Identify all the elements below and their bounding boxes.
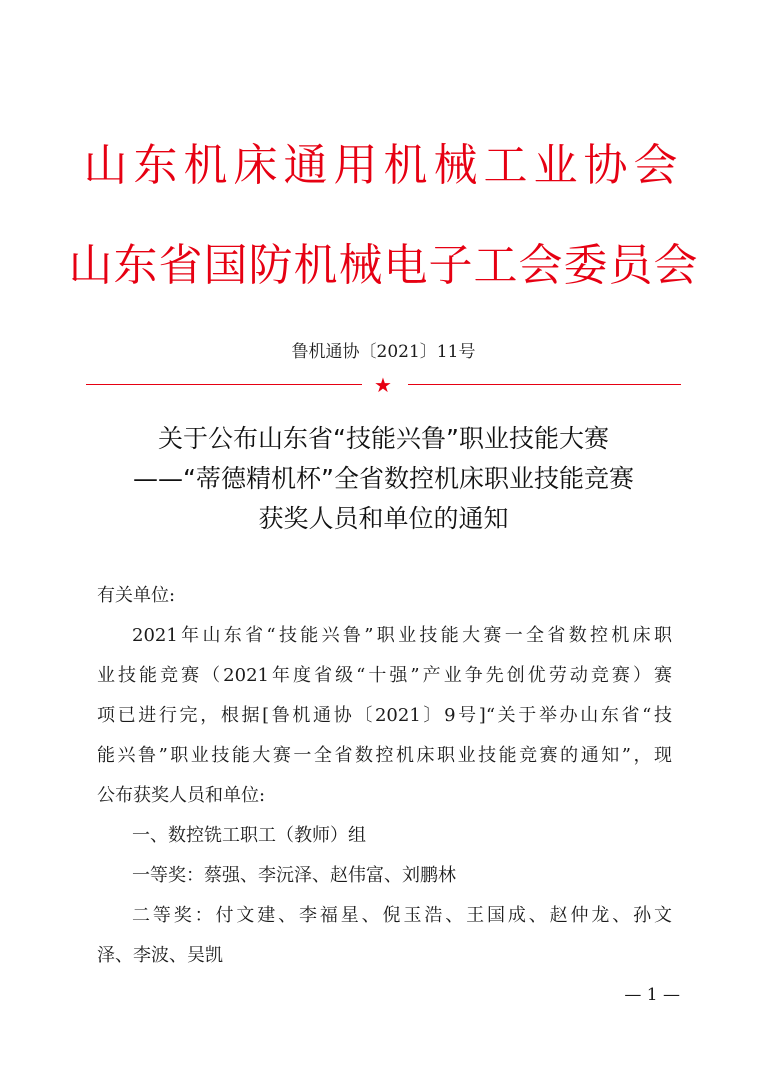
second-prize-list: 二等奖：付文建、李福星、倪玉浩、王国成、赵仲龙、孙文 bbox=[132, 905, 672, 926]
salutation: 有关单位: bbox=[97, 585, 176, 606]
org-name-line1: 山东机床通用机械工业协会 bbox=[83, 140, 684, 191]
page-number: — 1 — bbox=[624, 985, 680, 1005]
paragraph-line: 公布获奖人员和单位: bbox=[97, 785, 266, 806]
notice-title-line2: ——“蒂德精机杯”全省数控机床职业技能竞赛 bbox=[133, 464, 634, 493]
notice-title-line3: 获奖人员和单位的通知 bbox=[258, 504, 509, 533]
paragraph-line: 2021年山东省“技能兴鲁”职业技能大赛一全省数控机床职 bbox=[132, 625, 672, 646]
document-number: 鲁机通协〔2021〕11号 bbox=[291, 342, 476, 362]
paragraph-line: 项已进行完，根据[鲁机通协〔2021〕9号]“关于举办山东省“技 bbox=[97, 705, 672, 726]
notice-title-line1: 关于公布山东省“技能兴鲁”职业技能大赛 bbox=[158, 424, 609, 453]
separator-rule-right bbox=[408, 384, 681, 385]
first-prize-list: 一等奖：蔡强、李沅泽、赵伟富、刘鹏林 bbox=[132, 865, 456, 886]
paragraph-line: 业技能竞赛（2021年度省级“十强”产业争先创优劳动竞赛）赛 bbox=[97, 665, 672, 686]
paragraph-line: 能兴鲁”职业技能大赛一全省数控机床职业技能竞赛的通知”，现 bbox=[97, 745, 672, 766]
separator-rule-left bbox=[86, 384, 362, 385]
org-name-line2: 山东省国防机械电子工会委员会 bbox=[68, 240, 699, 291]
star-icon: ★ bbox=[374, 373, 392, 397]
section-heading: 一、数控铣工职工（教师）组 bbox=[132, 825, 366, 846]
second-prize-list-cont: 泽、李波、吴凯 bbox=[97, 945, 223, 966]
